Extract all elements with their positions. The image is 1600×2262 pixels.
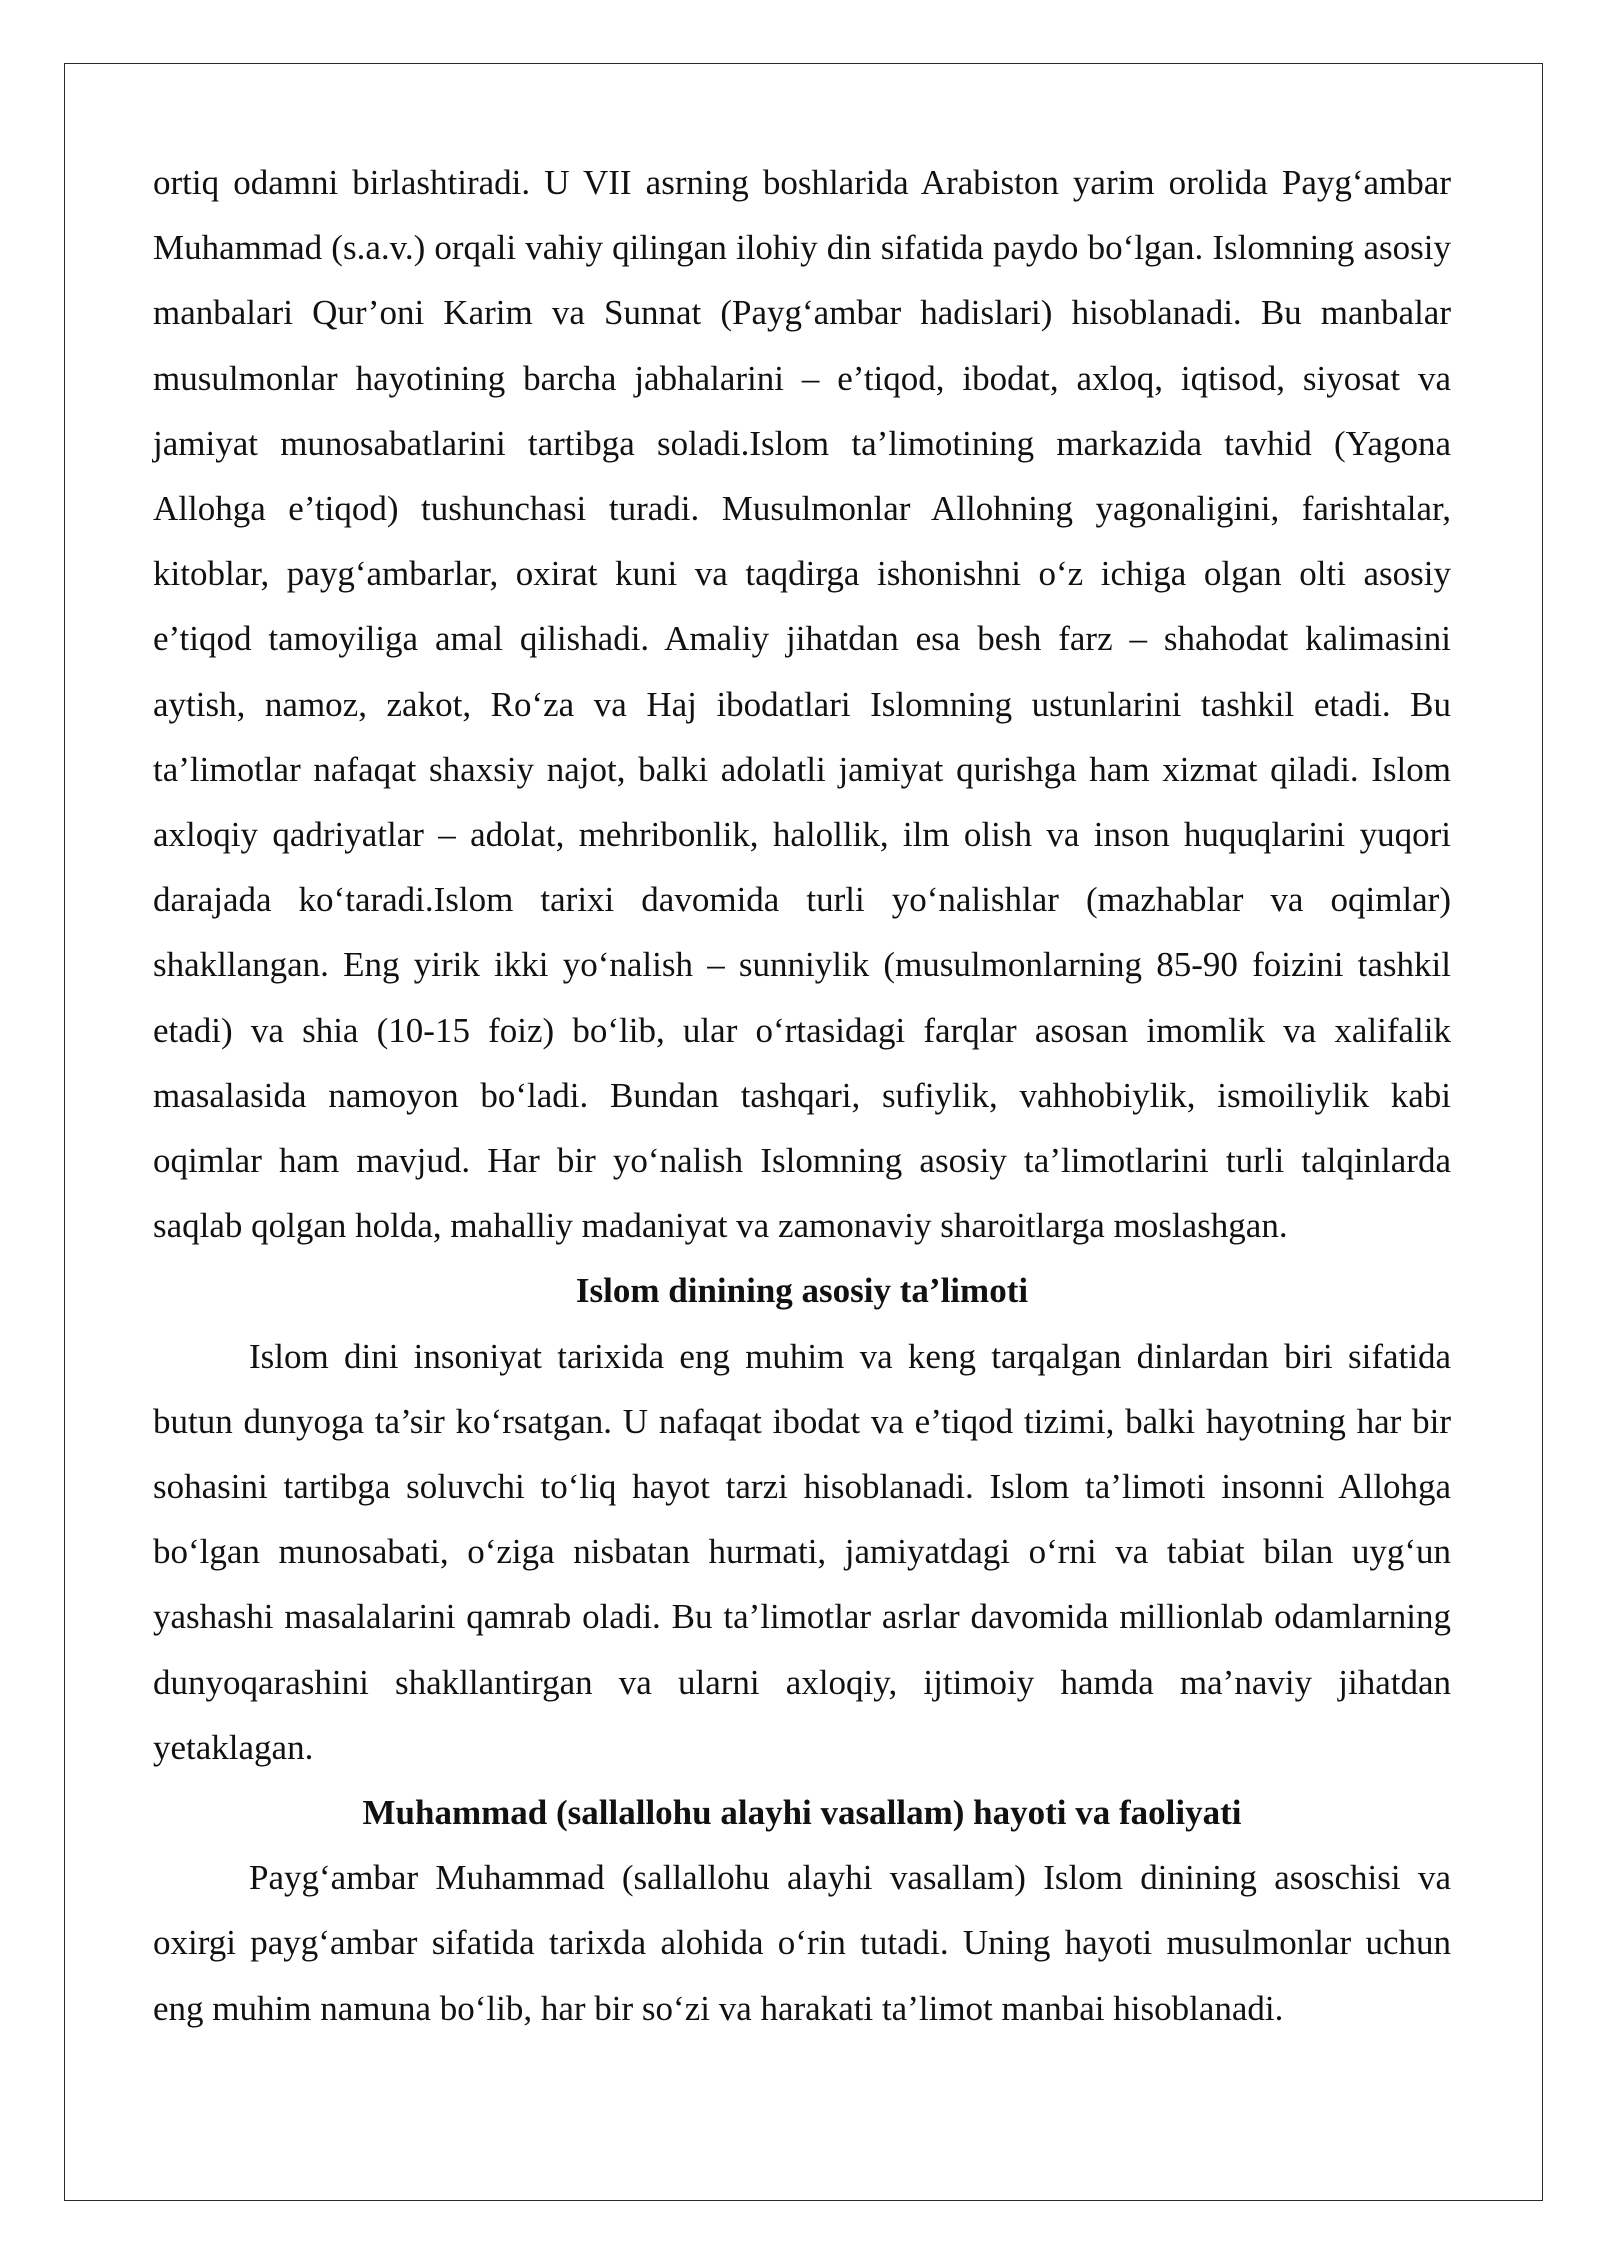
body-paragraph: Payg‘ambar Muhammad (sallallohu alayhi vasallam) Islom dinining asoschisi va oxirgi payg‘ambar sifatida tarixda alohida o‘rin tutadi. Uning hayoti musulmonlar uchun eng muhim namuna bo‘lib, har bir so‘zi va harakati ta’limot manbai hisoblanadi.	[153, 1858, 1451, 2028]
document-body	[153, 150, 1451, 2041]
body-paragraph: Islom dini insoniyat tarixida eng muhim va keng tarqalgan dinlardan biri sifatida butun dunyoga ta’sir ko‘rsatgan. U nafaqat ibodat va e’tiqod tizimi, balki hayotning har bir sohasini tartibga soluvchi to‘liq hayot tarzi hisoblanadi. Islom ta’limoti insonni Allohga bo‘lgan munosabati, o‘ziga nisbatan hurmati, jamiyatdagi o‘rni va tabiat bilan uyg‘un yashashi masalalarini qamrab oladi. Bu ta’limotlar asrlar davomida millionlab odamlarning dunyoqarashini shakllantirgan va ularni axloqiy, ijtimoiy hamda ma’naviy jihatdan yetaklagan.	[153, 1336, 1451, 1767]
section-heading: Muhammad (sallallohu alayhi vasallam) hayoti va faoliyati	[362, 1793, 1242, 1833]
body-paragraph: ortiq odamni birlashtiradi. U VII asrning boshlarida Arabiston yarim orolida Payg‘ambar Muhammad (s.a.v.) orqali vahiy qilingan ilohiy din sifatida paydo bo‘lgan. Islomning asosiy manbalari Qur’oni Karim va Sunnat (Payg‘ambar hadislari) hisoblanadi. Bu manbalar musulmonlar hayotining barcha jabhalarini – e’tiqod, ibodat, axloq, iqtisod, siyosat va jamiyat munosabatlarini tartibga soladi.Islom ta’limotining markazida tavhid (Yagona Allohga e’tiqod) tushunchasi turadi. Musulmonlar Allohning yagonaligini, farishtalar, kitoblar, payg‘ambarlar, oxirat kuni va taqdirga ishonishni o‘z ichiga olgan olti asosiy e’tiqod tamoyiliga amal qilishadi. Amaliy jihatdan esa besh farz – shahodat kalimasini aytish, namoz, zakot, Ro‘za va Haj ibodatlari Islomning ustunlarini tashkil etadi. Bu ta’limotlar nafaqat shaxsiy najot, balki adolatli jamiyat qurishga ham xizmat qiladi. Islom axloqiy qadriyatlar – adolat, mehribonlik, halollik, ilm olish va inson huquqlarini yuqori darajada ko‘taradi.Islom tarixi davomida turli yo‘nalishlar (mazhablar va oqimlar) shakllangan. Eng yirik ikki yo‘nalish – sunniylik (musulmonlarning 85-90 foizini tashkil etadi) va shia (10-15 foiz) bo‘lib, ular o‘rtasidagi farqlar asosan imomlik va xalifalik masalasida namoyon bo‘ladi. Bundan tashqari, sufiylik, vahhobiylik, ismoiliylik kabi oqimlar ham mavjud. Har bir yo‘nalish Islomning asosiy ta’limotlarini turli talqinlarda saqlab qolgan holda, mahalliy madaniyat va zamonaviy sharoitlarga moslashgan.	[153, 163, 1451, 1246]
section-heading: Islom dinining asosiy ta’limoti	[575, 1271, 1029, 1311]
